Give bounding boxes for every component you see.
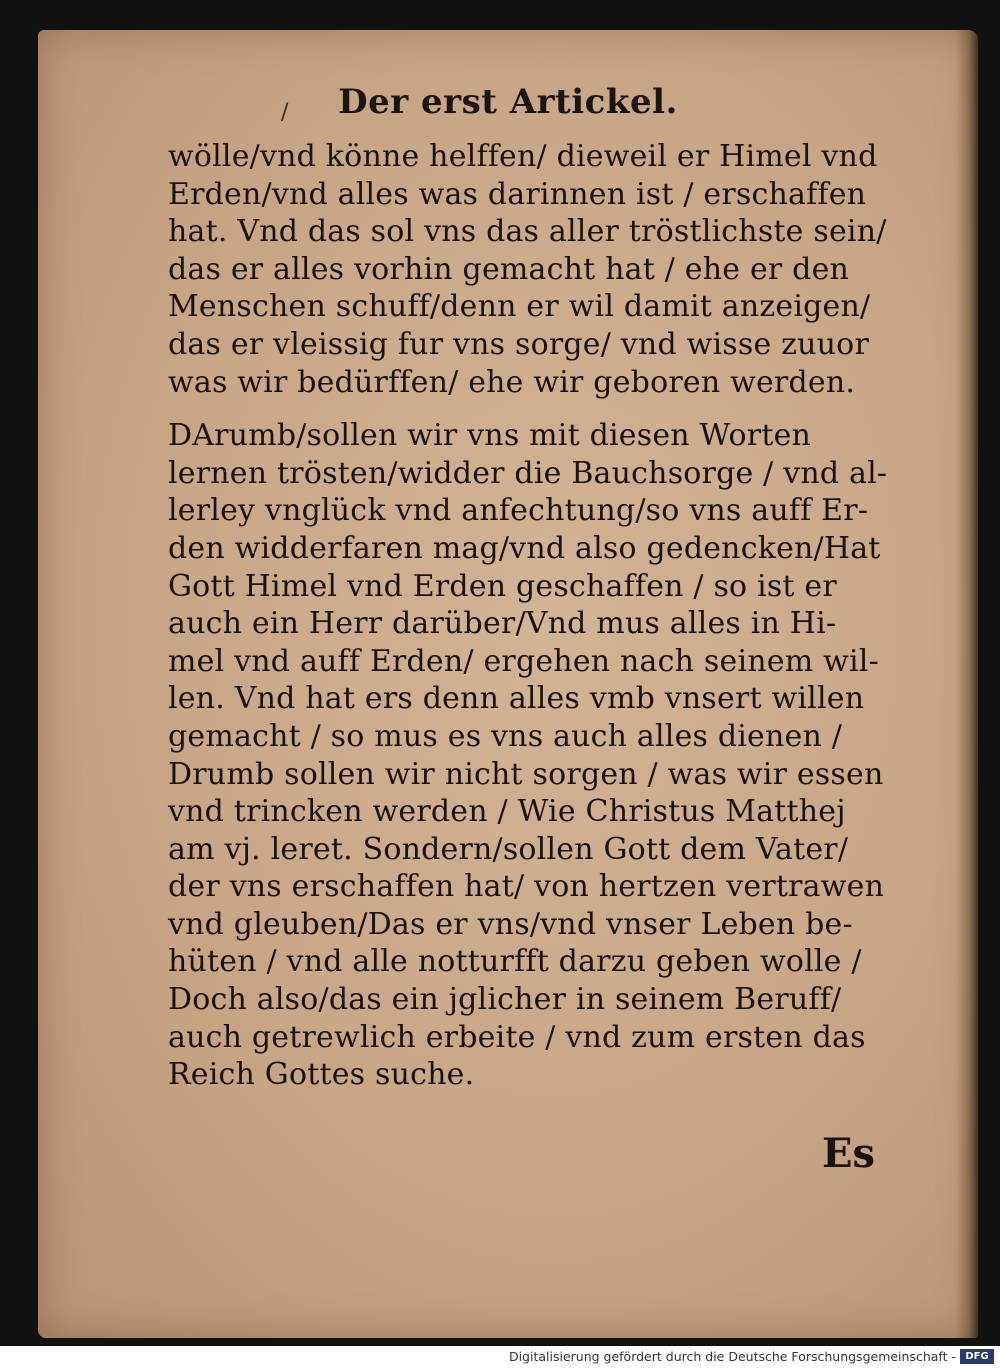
paragraph-gap: [168, 401, 908, 417]
text-line: Doch also/das ein jglicher in seinem Beruff/: [168, 982, 842, 1018]
page-edge-shadow: [956, 30, 978, 1338]
text-line: Menschen schuff/denn er wil damit anzeigen/: [168, 289, 871, 325]
text-line: len. Vnd hat ers denn alles vmb vnsert willen: [168, 681, 865, 717]
running-header: Der erst Artickel.: [338, 82, 678, 122]
dfg-logo: DFG: [960, 1349, 994, 1364]
book-page: [38, 30, 978, 1338]
text-line: vnd gleuben/Das er vns/vnd vnser Leben be-: [168, 906, 853, 942]
text-line: den widderfaren mag/vnd also gedencken/Hat: [168, 530, 881, 566]
text-line: am vj. leret. Sondern/sollen Gott dem Vater/: [168, 831, 849, 867]
text-line: lerley vnglück vnd anfechtung/so vns auff Er-: [168, 493, 869, 529]
text-line: gemacht / so mus es vns auch alles dienen /: [168, 718, 843, 754]
funding-credit: Digitalisierung gefördert durch die Deutsche Forschungsgemeinschaft -: [508, 1349, 956, 1364]
text-line: mel vnd auff Erden/ ergehen nach seinem wil-: [168, 643, 879, 679]
text-line: Erden/vnd alles was darinnen ist / erschaffen: [168, 176, 867, 212]
text-line: hüten / vnd alle notturfft darzu geben wolle /: [168, 944, 862, 980]
text-line: DArumb/sollen wir vns mit diesen Worten: [168, 418, 812, 454]
text-line: lernen trösten/widder die Bauchsorge / vnd al-: [168, 455, 888, 491]
body-text: [168, 138, 908, 1094]
text-line: auch getrewlich erbeite / vnd zum ersten das: [168, 1019, 866, 1055]
text-line: vnd trincken werden / Wie Christus Matthej: [168, 794, 846, 830]
text-line: Gott Himel vnd Erden geschaffen / so ist er: [168, 568, 837, 604]
text-line: hat. Vnd das sol vns das aller tröstlichste sein/: [168, 214, 887, 250]
text-line: Reich Gottes suche.: [168, 1057, 475, 1093]
catchword: Es: [822, 1130, 876, 1177]
text-line: der vns erschaffen hat/ von hertzen vertrawen: [168, 869, 885, 905]
text-line: auch ein Herr darüber/Vnd mus alles in Hi-: [168, 606, 837, 642]
digitization-footer: [0, 1346, 1000, 1368]
text-line: das er alles vorhin gemacht hat / ehe er den: [168, 251, 850, 287]
text-line: Drumb sollen wir nicht sorgen / was wir essen: [168, 756, 884, 792]
tick-mark: /: [281, 100, 289, 125]
text-line: das er vleissig fur vns sorge/ vnd wisse zuuor: [168, 326, 869, 362]
text-line: wölle/vnd könne helffen/ dieweil er Himel vnd: [168, 139, 878, 174]
text-line: was wir bedürffen/ ehe wir geboren werden.: [168, 364, 856, 400]
